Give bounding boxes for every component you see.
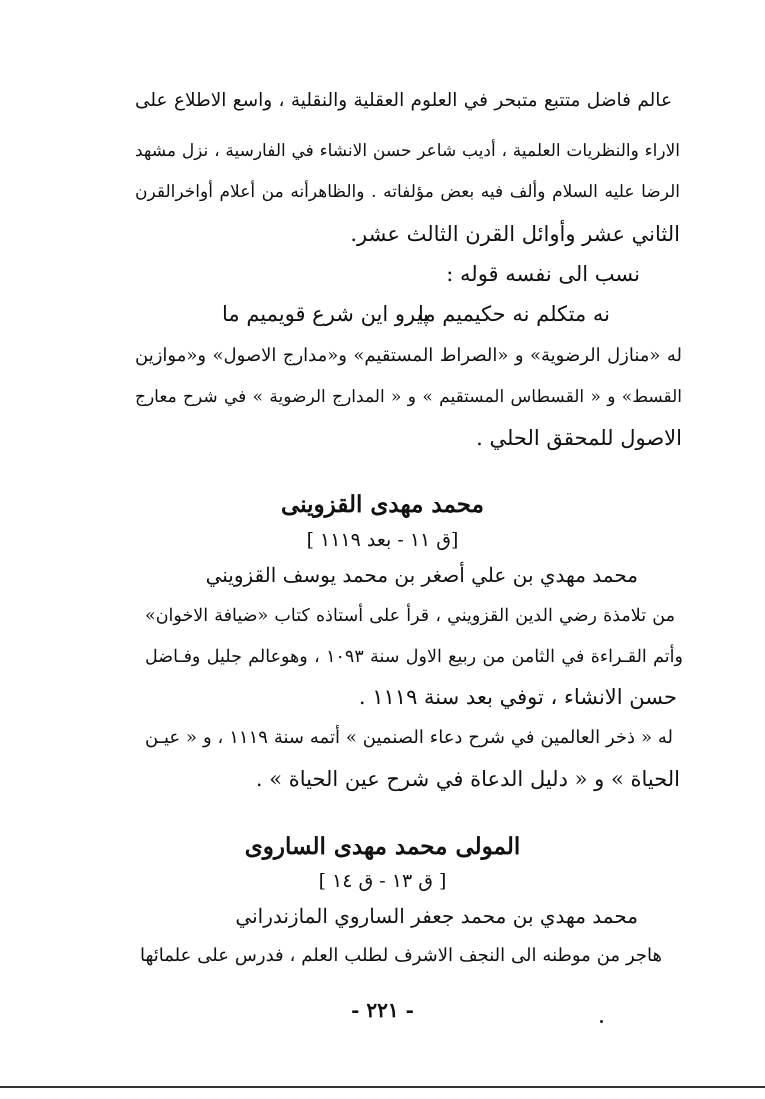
text-line: هاجر من موطنه الى النجف الاشرف لطلب العلم ، فدرس على علمائها: [140, 945, 662, 966]
scan-speck: [600, 1020, 603, 1023]
text-line: له « ذخر العالمين في شرح دعاء الصنمين » أتمه سنة ١١١٩ ، و « عيـن: [145, 727, 673, 748]
text-line: الاصول للمحقق الحلي .: [476, 426, 682, 450]
text-line: من تلامذة رضي الدين القزويني ، قرأ على أستاذه كتاب «ضيافة الاخوان»: [145, 606, 675, 626]
text-line: القسط» و « القسطاس المستقيم » و « المدارج الرضوية » في شرح معارج: [135, 387, 682, 407]
entry-dates: [ ق ١٣ - ق ١٤ ]: [318, 870, 447, 892]
text-line: الثاني عشر وأوائل القرن الثالث عشر.: [350, 222, 680, 246]
verse-hemistich-left: پيرو اين شرع قويميم ما: [222, 302, 429, 326]
bottom-rule: [0, 1086, 765, 1088]
text-line: حسن الانشاء ، توفي بعد سنة ١١١٩ .: [358, 685, 677, 709]
text-line: الرضا عليه السلام وألف فيه بعض مؤلفاته . والظاهرأنه من أعلام أواخرالقرن: [135, 182, 680, 202]
text-line: له «منازل الرضوية» و «الصراط المستقيم» و«مدارج الاصول» و«موازين: [135, 345, 682, 366]
text-line: نسب الى نفسه قوله :: [446, 262, 640, 286]
verse-hemistich-right: نه متكلم نه حكيميم ما: [417, 302, 610, 326]
entry-dates: [ق ١١ - بعد ١١١٩ ]: [306, 529, 459, 551]
text-line: وأتم القـراءة في الثامن من ربيع الاول سنة ١٠٩٣ ، وهوعالم جليل وفـاضل: [145, 647, 683, 667]
page-number: - ٢٢١ -: [351, 998, 414, 1022]
entry-title: محمد مهدی القزوینی: [281, 491, 484, 518]
text-line: الحياة » و « دليل الدعاة في شرح عين الحياة » .: [255, 767, 680, 791]
entry-name-line: محمد مهدي بن محمد جعفر الساروي المازندراني: [235, 904, 638, 928]
entry-title: المولى محمد مهدى الساروى: [244, 833, 521, 860]
text-line: عالم فاضل متتبع متبحر في العلوم العقلية والنقلية ، واسع الاطلاع على: [135, 90, 672, 111]
text-line: الاراء والنظريات العلمية ، أديب شاعر حسن الانشاء في الفارسية ، نزل مشهد: [135, 141, 680, 161]
entry-name-line: محمد مهدي بن علي أصغر بن محمد يوسف القزويني: [205, 563, 638, 587]
